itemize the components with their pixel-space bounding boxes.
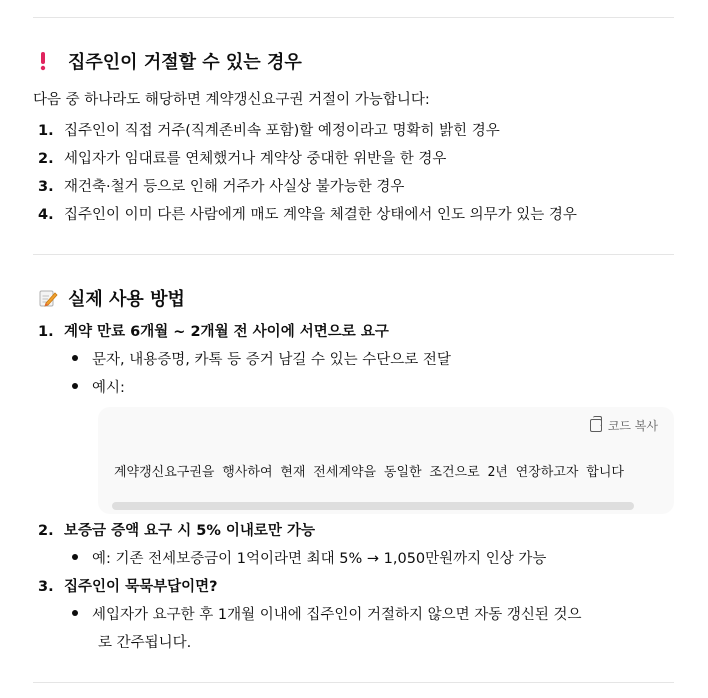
list-item: 3. 재건축·철거 등으로 인해 거주가 사실상 불가능한 경우 xyxy=(38,179,405,195)
list-item: 1. 계약 만료 6개월 ~ 2개월 전 사이에 서면으로 요구 xyxy=(38,324,389,340)
bullet-item: 예: 기존 전세보증금이 1억이라면 최대 5% → 1,050만원까지 인상 가능 xyxy=(72,547,546,568)
divider xyxy=(33,682,674,683)
code-block xyxy=(98,407,674,514)
list-item: 2. 세입자가 임대료를 연체했거나 계약상 중대한 위반을 한 경우 xyxy=(38,151,447,167)
bullet-item-continuation: 로 간주됩니다. xyxy=(98,635,192,651)
bullet-item: 세입자가 요구한 후 1개월 이내에 집주인이 거절하지 않으면 자동 갱신된 것으 xyxy=(72,603,582,624)
section-title: 실제 사용 방법 xyxy=(68,289,185,310)
exclamation-icon xyxy=(38,51,60,71)
copy-code-button[interactable]: 코드 복사 xyxy=(590,417,658,434)
list-item: 1. 집주인이 직접 거주(직계존비속 포함)할 예정이라고 명확히 밝힌 경우 xyxy=(38,123,500,139)
copy-icon xyxy=(590,419,602,432)
section-heading-refusal xyxy=(38,48,302,74)
list-item: 4. 집주인이 이미 다른 사람에게 매도 계약을 체결한 상태에서 인도 의무가 있는 경우 xyxy=(38,207,577,223)
intro-text: 다음 중 하나라도 해당하면 계약갱신요구권 거절이 가능합니다: xyxy=(33,92,430,108)
section-title: 집주인이 거절할 수 있는 경우 xyxy=(68,52,302,73)
list-item: 3. 집주인이 묵묵부답이면? xyxy=(38,579,218,595)
memo-icon xyxy=(38,288,60,308)
divider xyxy=(33,17,674,18)
horizontal-scrollbar[interactable] xyxy=(112,502,634,510)
list-item: 2. 보증금 증액 요구 시 5% 이내로만 가능 xyxy=(38,523,316,539)
divider xyxy=(33,254,674,255)
code-text: 계약갱신요구권을 행사하여 현재 전세계약을 동일한 조건으로 2년 연장하고자 합니다 xyxy=(114,465,624,480)
bullet-item: 문자, 내용증명, 카톡 등 증거 남길 수 있는 수단으로 전달 xyxy=(72,348,451,369)
section-heading-usage xyxy=(38,285,185,311)
bullet-item: 예시: xyxy=(72,376,125,397)
